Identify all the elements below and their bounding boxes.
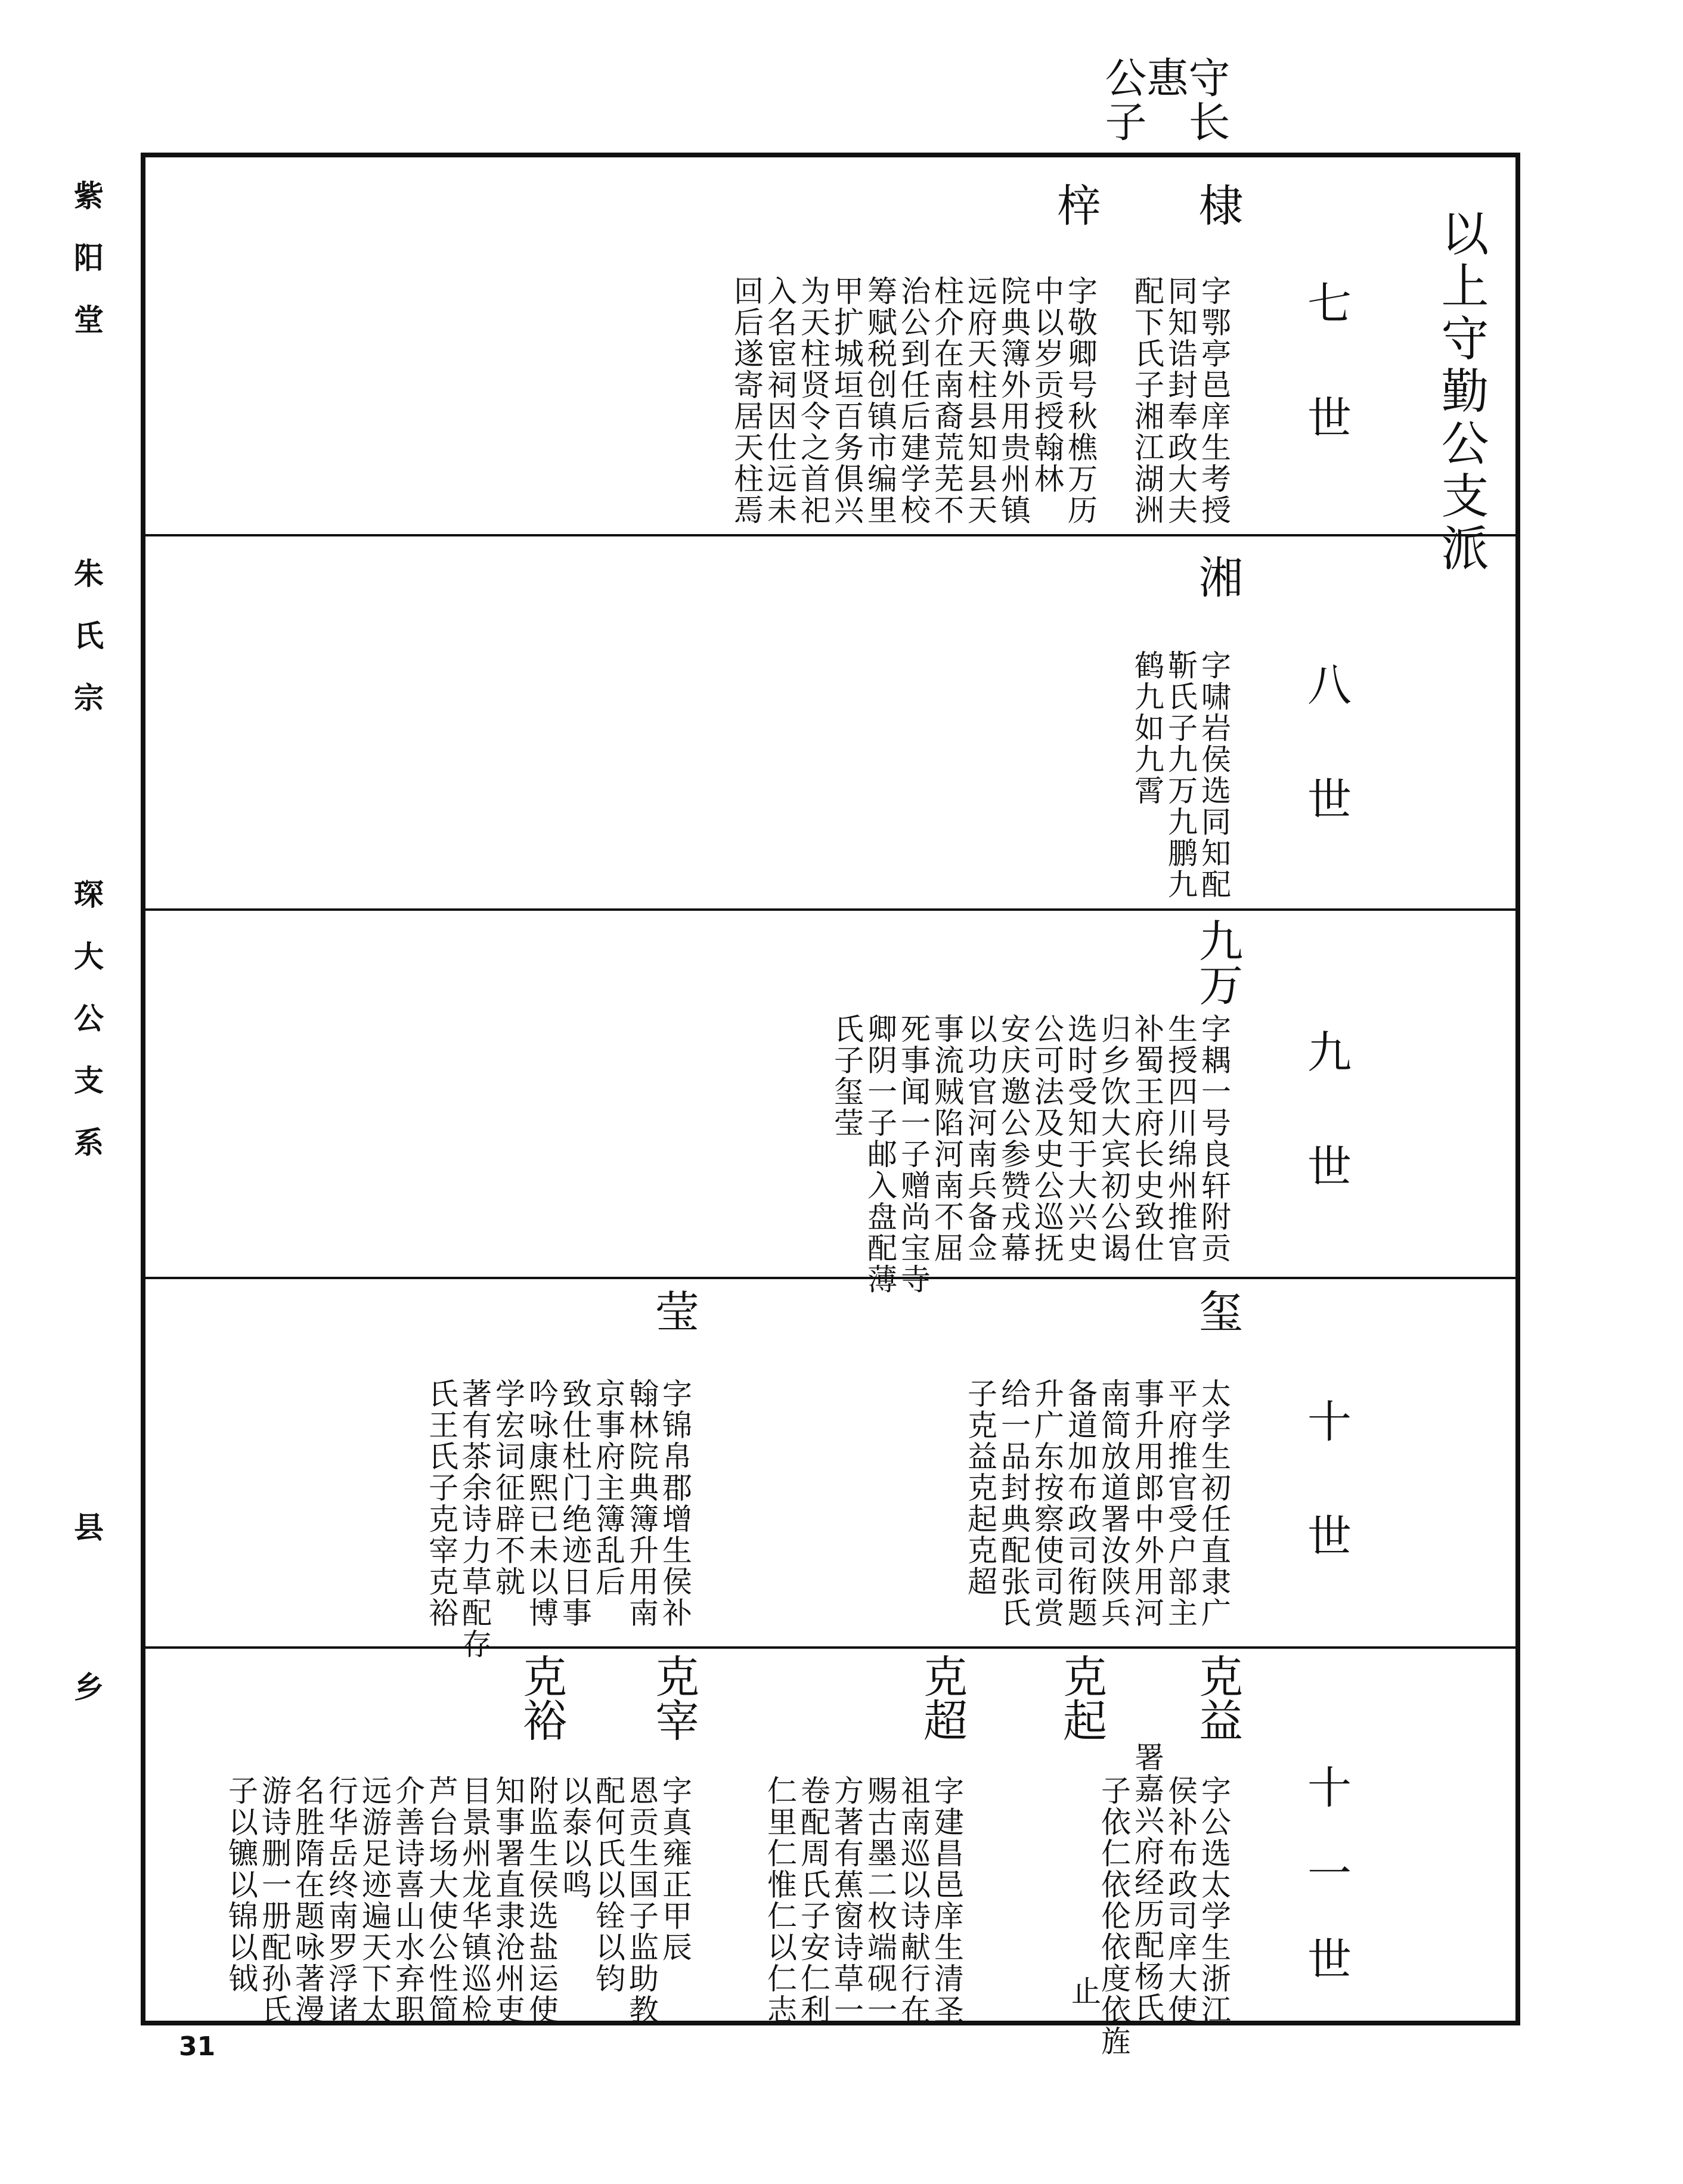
person-bio-col: 子依仁依伦依度依旌	[1096, 1775, 1131, 2057]
person-name: 克益	[1192, 1653, 1243, 1742]
person-bio-col: 远游足迹遍天下太	[357, 1775, 392, 2025]
person-bio-col: 目景州龙华镇巡检	[457, 1775, 492, 2025]
person-name: 梓	[1050, 182, 1101, 227]
person-bio-col: 方著有蕉窗诗草一	[829, 1775, 864, 2025]
person-name: 克起	[1056, 1653, 1107, 1742]
person-bio-col: 甲扩城垣百务俱兴	[829, 275, 864, 526]
person-bio-col: 同知诰封奉政大夫	[1163, 275, 1198, 526]
person-bio-col: 为天柱贤令之首祀	[796, 275, 830, 526]
person-bio-col: 以泰以鸣	[557, 1775, 592, 1900]
person-bio-col: 字锦帛郡增生侯补	[658, 1378, 692, 1628]
person-bio-col: 字公选太学生浙江	[1197, 1775, 1231, 2025]
person-bio-col: 生授四川绵州推官	[1163, 1013, 1198, 1264]
person-name: 湘	[1192, 554, 1243, 598]
person-bio-col: 侯补布政司庠大使	[1163, 1775, 1198, 2025]
person-bio-col: 靳氏子九万九鹏九	[1163, 650, 1198, 900]
generation-label: 七世	[1300, 280, 1352, 509]
person-bio-col: 氏子玺莹	[829, 1013, 864, 1138]
person-bio-col: 公可法及史公巡抚	[1030, 1013, 1064, 1264]
person-name: 玺	[1192, 1289, 1243, 1333]
person-bio-col: 院典簿外用贵州镇	[996, 275, 1031, 526]
person-name: 克裕	[516, 1653, 567, 1742]
person-bio-col: 附监生侯选盐运使	[524, 1775, 559, 2025]
person-name: 克宰	[648, 1653, 699, 1742]
side-char: 阳	[74, 240, 104, 275]
person-bio-col: 以功官河南兵备佥	[963, 1013, 997, 1264]
row-divider	[141, 1646, 1520, 1649]
side-char: 氏	[74, 618, 104, 653]
person-bio-col: 字鄂亭邑庠生考授	[1197, 275, 1231, 526]
person-bio-col: 死事闻一子赠尚宝寺	[896, 1013, 931, 1295]
person-bio-col: 翰林院典簿升用南	[624, 1378, 659, 1628]
person-bio-col: 字敬卿号秋樵万历	[1063, 275, 1098, 526]
header-name-gongzi: 公子	[1098, 56, 1147, 144]
side-char: 系	[74, 1125, 104, 1160]
person-bio-col: 安庆邀公参赞戎幕	[996, 1013, 1031, 1264]
person-bio-col: 字建昌邑庠生清圣	[929, 1775, 964, 2025]
row-divider	[141, 1277, 1520, 1279]
header-name-hui: 惠	[1140, 56, 1189, 100]
side-char: 琛	[74, 877, 104, 912]
page-number: 31	[179, 2031, 216, 2062]
person-bio-col: 名胜隋在题咏著漫	[290, 1775, 325, 2025]
side-char: 紫	[74, 178, 104, 213]
person-bio-col: 字真雍正甲辰	[658, 1775, 692, 1963]
person-bio-col: 柱介在南裔荒芜不	[929, 275, 964, 526]
person-bio-col: 字耦一号良轩附贡	[1197, 1013, 1231, 1264]
person-bio-col: 恩贡生国子监助教	[624, 1775, 659, 2025]
person-bio-col: 配何氏以铨以钧	[591, 1775, 625, 1994]
side-char: 支	[74, 1063, 104, 1098]
person-bio-col: 子以镳以锦以钺	[224, 1775, 258, 1994]
person-bio-col: 行华岳终南罗浮诸	[324, 1775, 358, 2025]
person-bio-col: 学宏词征辟不就	[491, 1378, 525, 1597]
person-bio-col: 吟咏康熙已未以博	[524, 1378, 559, 1628]
person-bio-col: 平府推官受户部主	[1163, 1378, 1198, 1628]
side-char: 县	[74, 1510, 104, 1545]
side-char: 公	[74, 1001, 104, 1036]
person-bio-col: 祖南巡以诗献行在	[896, 1775, 931, 2025]
person-bio-col: 卿阴一子邮入盘配薄	[863, 1013, 897, 1295]
person-bio-col: 归乡饮大宾初公谒	[1096, 1013, 1131, 1264]
person-bio-col: 中以岁贡授翰林	[1030, 275, 1064, 495]
generation-label: 八世	[1300, 662, 1352, 891]
person-name: 棣	[1192, 182, 1243, 227]
person-bio-col: 治公到任后建学校	[896, 275, 931, 526]
side-char: 大	[74, 939, 104, 974]
person-bio-col: 给一品封典配张氏	[996, 1378, 1031, 1628]
person-bio-col: 赐古墨二枚端砚一	[863, 1775, 897, 2025]
person-name: 克超	[916, 1653, 968, 1742]
person-bio-col: 回后遂寄居天柱焉	[729, 275, 764, 526]
person-bio-col: 太学生初任直隶广	[1197, 1378, 1231, 1628]
branch-note: 以上守勤公支派	[1433, 209, 1489, 576]
person-bio-col: 著有茶余诗力草配存	[457, 1378, 492, 1660]
person-bio-col: 南简放道署汝陕兵	[1096, 1378, 1131, 1628]
side-char: 朱	[74, 556, 104, 591]
person-bio-col: 署嘉兴府经历配杨氏	[1130, 1742, 1164, 2024]
person-bio-col: 知事署直隶沧州吏	[491, 1775, 525, 2025]
person-bio-col: 选时受知于大兴史	[1063, 1013, 1098, 1264]
person-bio-col: 子克益克起克超	[963, 1378, 997, 1597]
person-bio-col: 鹤九如九霄	[1130, 650, 1164, 806]
person-bio-col: 游诗删一册配孙氏	[257, 1775, 292, 2025]
person-bio-col: 字啸岩侯选同知配	[1197, 650, 1231, 900]
person-bio-col: 致仕杜门绝迹日事	[557, 1378, 592, 1628]
person-bio-col: 入名宦祠因仕远未	[763, 275, 797, 526]
person-bio-col: 芦台场大使公性简	[424, 1775, 458, 2025]
generation-label: 十世	[1300, 1398, 1352, 1627]
person-bio-col: 筹赋税创镇市编里	[863, 275, 897, 526]
person-bio-col: 事升用郎中外用河	[1130, 1378, 1164, 1628]
person-bio-col: 介善诗喜山水弃职	[390, 1775, 425, 2025]
side-char: 宗	[74, 680, 104, 715]
row-divider	[141, 534, 1520, 536]
generation-label: 九世	[1300, 1029, 1352, 1258]
person-bio-col: 京事府主簿乱后	[591, 1378, 625, 1597]
person-bio-col: 事流贼陷河南不屈	[929, 1013, 964, 1264]
person-bio-col: 备道加布政司衔题	[1063, 1378, 1098, 1628]
header-name-shouchang: 守长	[1182, 56, 1231, 144]
person-bio-col: 升广东按察使司赏	[1030, 1378, 1064, 1628]
row-divider	[141, 908, 1520, 911]
side-char: 乡	[74, 1670, 104, 1705]
person-bio-col: 配下氏子湘江湖洲	[1130, 275, 1164, 526]
person-bio-col: 止	[1067, 1975, 1101, 2007]
person-name: 莹	[648, 1289, 699, 1333]
person-name: 九万	[1192, 918, 1243, 1006]
person-bio-col: 远府天柱县知县天	[963, 275, 997, 526]
generation-label: 十一世	[1300, 1764, 1352, 2022]
person-bio-col: 氏王氏子克宰克裕	[424, 1378, 458, 1628]
person-bio-col: 卷配周氏子安仁利	[796, 1775, 830, 2025]
person-bio-col: 补蜀王府长史致仕	[1130, 1013, 1164, 1264]
side-char: 堂	[74, 302, 104, 337]
person-bio-col: 仁里仁惟仁以仁志	[763, 1775, 797, 2025]
